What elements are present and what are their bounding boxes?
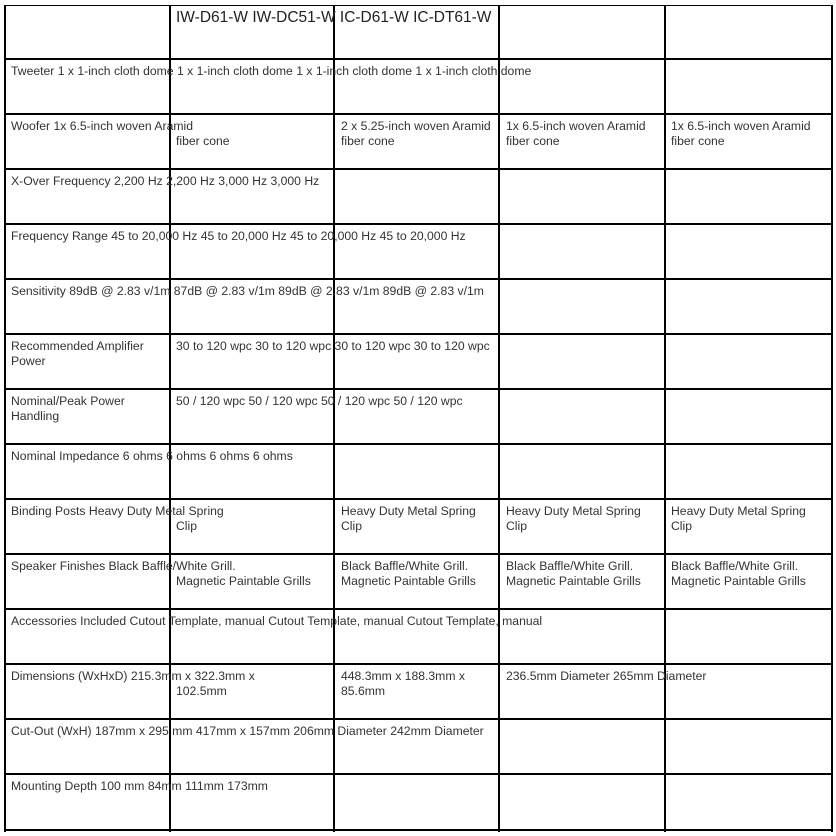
binding-cell-3: Heavy Duty Metal Spring	[506, 504, 641, 518]
row-divider	[4, 278, 833, 280]
dim-cell-1: Dimensions (WxHxD) 215.3mm x 322.3mm x	[11, 669, 255, 683]
amp-values: 30 to 120 wpc 30 to 120 wpc 30 to 120 wpc 30 to 120 wpc	[176, 339, 490, 353]
finish-cell-1-line2: Magnetic Paintable Grills	[176, 574, 311, 588]
row-accessories: Accessories Included Cutout Template, manual Cutout Template, manual Cutout Template, manual	[11, 614, 543, 628]
column-divider-4	[664, 5, 666, 832]
table-border-top	[4, 5, 833, 6]
table-border-bottom	[4, 829, 833, 831]
dim-cell-2: 448.3mm x 188.3mm x	[341, 669, 465, 683]
finish-cell-2: Black Baffle/White Grill.	[341, 559, 469, 573]
woofer-cell-2: 2 x 5.25-inch woven Aramid	[341, 119, 491, 133]
woofer-cell-3-line2: fiber cone	[506, 134, 560, 148]
power-label: Nominal/Peak Power	[11, 394, 125, 408]
finish-cell-4-line2: Magnetic Paintable Grills	[671, 574, 806, 588]
finish-cell-4: Black Baffle/White Grill.	[671, 559, 799, 573]
row-divider	[4, 168, 833, 170]
woofer-cell-4-line2: fiber cone	[671, 134, 725, 148]
row-divider	[4, 608, 833, 610]
row-divider	[4, 553, 833, 555]
amp-label-line2: Power	[11, 354, 46, 368]
binding-cell-1-line2: Clip	[176, 519, 197, 533]
woofer-cell-1: Woofer 1x 6.5-inch woven Aramid	[11, 119, 193, 133]
row-divider	[4, 718, 833, 720]
row-tweeter: Tweeter 1 x 1-inch cloth dome 1 x 1-inch cloth dome 1 x 1-inch cloth dome 1 x 1-inch cloth dome	[11, 64, 532, 78]
finish-cell-1: Speaker Finishes Black Baffle/White Grill.	[11, 559, 236, 573]
row-sensitivity: Sensitivity 89dB @ 2.83 v/1m 87dB @ 2.83 v/1m 89dB @ 2.83 v/1m 89dB @ 2.83 v/1m	[11, 284, 484, 298]
dim-cell-3: 236.5mm Diameter 265mm Diameter	[506, 669, 707, 683]
row-divider	[4, 58, 833, 60]
woofer-cell-1-line2: fiber cone	[176, 134, 230, 148]
binding-cell-4: Heavy Duty Metal Spring	[671, 504, 806, 518]
row-impedance: Nominal Impedance 6 ohms 6 ohms 6 ohms 6 ohms	[11, 449, 293, 463]
row-divider	[4, 498, 833, 500]
column-divider-3	[498, 5, 500, 832]
model-header: IW-D61-W IW-DC51-W IC-D61-W IC-DT61-W	[176, 9, 492, 26]
row-divider	[4, 223, 833, 225]
binding-cell-2: Heavy Duty Metal Spring	[341, 504, 476, 518]
table-border-right	[831, 5, 833, 832]
woofer-cell-3: 1x 6.5-inch woven Aramid	[506, 119, 646, 133]
finish-cell-3: Black Baffle/White Grill.	[506, 559, 634, 573]
woofer-cell-2-line2: fiber cone	[341, 134, 395, 148]
row-frequency-range: Frequency Range 45 to 20,000 Hz 45 to 20,000 Hz 45 to 20,000 Hz 45 to 20,000 Hz	[11, 229, 466, 243]
finish-cell-2-line2: Magnetic Paintable Grills	[341, 574, 476, 588]
column-divider-2	[333, 5, 335, 832]
binding-cell-2-line2: Clip	[341, 519, 362, 533]
row-divider	[4, 333, 833, 335]
finish-cell-3-line2: Magnetic Paintable Grills	[506, 574, 641, 588]
row-divider	[4, 773, 833, 775]
dim-cell-2-line2: 85.6mm	[341, 684, 386, 698]
row-mounting-depth: Mounting Depth 100 mm 84mm 111mm 173mm	[11, 779, 268, 793]
amp-label: Recommended Amplifier	[11, 339, 144, 353]
binding-cell-3-line2: Clip	[506, 519, 527, 533]
row-divider	[4, 663, 833, 665]
table-border-left	[4, 5, 6, 832]
power-values: 50 / 120 wpc 50 / 120 wpc 50 / 120 wpc 50 / 120 wpc	[176, 394, 463, 408]
row-divider	[4, 388, 833, 390]
row-divider	[4, 113, 833, 115]
binding-cell-4-line2: Clip	[671, 519, 692, 533]
dim-cell-1-line2: 102.5mm	[176, 684, 227, 698]
row-divider	[4, 443, 833, 445]
row-cutout: Cut-Out (WxH) 187mm x 295 mm 417mm x 157mm 206mm Diameter 242mm Diameter	[11, 724, 484, 738]
woofer-cell-4: 1x 6.5-inch woven Aramid	[671, 119, 811, 133]
power-label-line2: Handling	[11, 409, 60, 423]
row-xover: X-Over Frequency 2,200 Hz 2,200 Hz 3,000 Hz 3,000 Hz	[11, 174, 320, 188]
binding-cell-1: Binding Posts Heavy Duty Metal Spring	[11, 504, 224, 518]
